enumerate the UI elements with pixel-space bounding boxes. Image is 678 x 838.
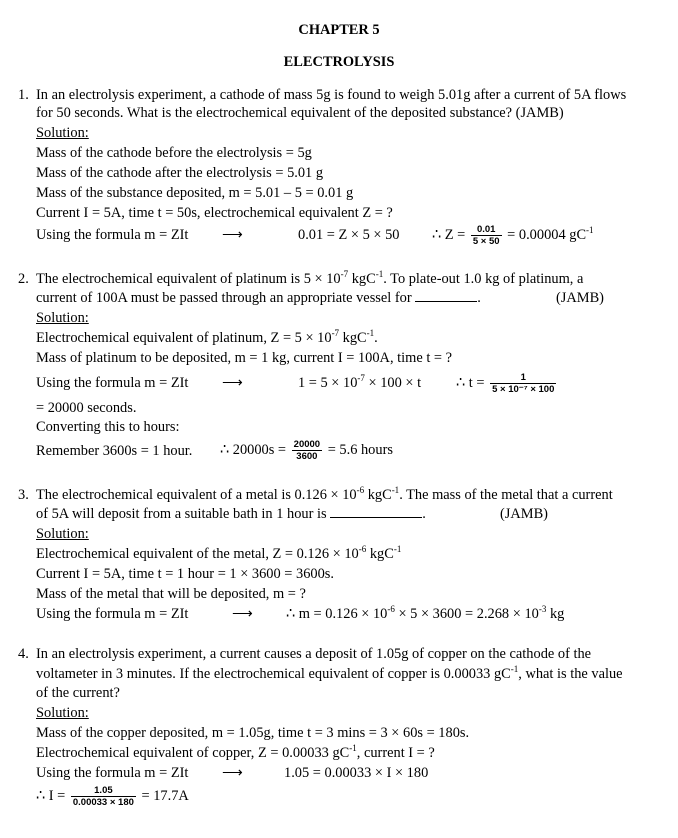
q2-conversion-numerator: 20000 xyxy=(293,439,321,451)
q3-text-line1-a: The electrochemical equivalent of a metal is 0.126 × 10 xyxy=(36,487,357,503)
q3-result-exp2: -3 xyxy=(538,604,547,614)
q3-text-line1-c: . The mass of the metal that a current xyxy=(399,487,613,503)
q1-equation: 0.01 = Z × 5 × 50 xyxy=(298,227,400,243)
q4-fraction-denominator: 0.00033 × 180 xyxy=(72,797,134,809)
q1-text-line2: for 50 seconds. What is the electrochemical equivalent of the deposited substance? (JAMB) xyxy=(36,105,564,121)
q1-result xyxy=(432,220,594,250)
q3-solution-heading: Solution: xyxy=(36,526,89,542)
q1-arrow-icon: ⟶ xyxy=(222,227,243,243)
q2-result xyxy=(456,368,558,398)
q2-answer-blank xyxy=(415,289,477,302)
q3-source: (JAMB) xyxy=(500,506,548,522)
q3-number: 3. xyxy=(18,487,29,503)
q4-text-line2 xyxy=(36,665,623,683)
q3-step1 xyxy=(36,545,401,563)
q3-text-line2-end: . xyxy=(422,506,426,522)
q2-text-line1 xyxy=(36,270,583,288)
q2-fraction xyxy=(490,372,556,395)
q2-formula: Using the formula m = ZIt xyxy=(36,375,189,391)
q3-text-line1 xyxy=(36,486,613,504)
q3-text-line2-a: of 5A will deposit from a suitable bath in 1 hour is xyxy=(36,506,327,522)
q4-text-exp: -1 xyxy=(510,664,519,674)
q2-equation-b: × 100 × t xyxy=(364,375,422,391)
q2-step3: = 20000 seconds. xyxy=(36,400,137,416)
q4-fraction xyxy=(71,785,136,808)
q4-step2-a: Electrochemical equivalent of copper, Z = 0.00033 gC xyxy=(36,745,350,761)
q1-step4: Current I = 5A, time t = 50s, electrochemical equivalent Z = ? xyxy=(36,205,393,221)
q2-fraction-numerator: 1 xyxy=(490,372,556,384)
q3-text-exp2: -1 xyxy=(391,485,400,495)
q4-result-prefix: ∴ I = xyxy=(36,788,66,804)
q3-result xyxy=(286,605,564,623)
q3-result-a: ∴ m = 0.126 × 10 xyxy=(286,606,388,622)
q2-step1-c: . xyxy=(374,330,378,346)
q3-answer-blank xyxy=(330,505,422,518)
q4-fraction-numerator: 1.05 xyxy=(71,785,136,797)
q2-step1-exp2: -1 xyxy=(366,328,375,338)
q2-fraction-denominator: 5 × 10⁻⁷ × 100 xyxy=(492,384,555,396)
q2-equation xyxy=(298,374,421,392)
q2-source: (JAMB) xyxy=(556,290,604,306)
q3-formula: Using the formula m = ZIt xyxy=(36,606,189,622)
chapter-title: ELECTROLYSIS xyxy=(283,54,395,70)
q3-step1-exp2: -1 xyxy=(393,544,402,554)
q4-number: 4. xyxy=(18,646,29,662)
q2-step1-exp1: -7 xyxy=(331,328,340,338)
q3-arrow-icon: ⟶ xyxy=(232,606,253,622)
q2-text-line1-a: The electrochemical equivalent of platinum is 5 × 10 xyxy=(36,271,341,287)
q2-arrow-icon: ⟶ xyxy=(222,375,243,391)
q3-result-b: × 5 × 3600 = 2.268 × 10 xyxy=(394,606,539,622)
q1-result-exponent: -1 xyxy=(586,225,594,235)
q3-text-exp1: -6 xyxy=(356,485,365,495)
q2-equation-exp: -7 xyxy=(357,373,365,383)
q1-step1: Mass of the cathode before the electrolysis = 5g xyxy=(36,145,312,161)
q2-conversion-result: = 5.6 hours xyxy=(327,442,393,458)
q2-step2: Mass of platinum to be deposited, m = 1 kg, current I = 100A, time t = ? xyxy=(36,350,453,366)
q4-result xyxy=(36,780,189,812)
q3-result-c: kg xyxy=(546,606,565,622)
q2-equation-a: 1 = 5 × 10 xyxy=(298,375,358,391)
q1-fraction xyxy=(471,224,502,247)
q4-text-line2-b: , what is the value xyxy=(518,666,623,682)
q2-conversion-fraction xyxy=(292,439,322,462)
q1-step2: Mass of the cathode after the electrolysis = 5.01 g xyxy=(36,165,324,181)
q3-text-line2 xyxy=(36,505,426,523)
q3-step3: Mass of the metal that will be deposited, m = ? xyxy=(36,586,306,602)
q2-text-line1-b: kgC xyxy=(348,271,376,287)
q2-text-exp2: -1 xyxy=(375,269,384,279)
q1-result-value: = 0.00004 gC xyxy=(507,227,587,243)
q2-solution-heading: Solution: xyxy=(36,310,89,326)
q3-step1-exp1: -6 xyxy=(358,544,367,554)
q2-conversion xyxy=(220,434,393,466)
q4-step1: Mass of the copper deposited, m = 1.05g, time t = 3 mins = 3 × 60s = 180s. xyxy=(36,725,470,741)
q4-text-line2-a: voltameter in 3 minutes. If the electrochemical equivalent of copper is 0.00033 gC xyxy=(36,666,511,682)
q2-step5: Remember 3600s = 1 hour. xyxy=(36,443,193,459)
q1-fraction-denominator: 5 × 50 xyxy=(472,236,500,248)
q3-step2: Current I = 5A, time t = 1 hour = 1 × 3600 = 3600s. xyxy=(36,566,334,582)
q3-result-exp1: -6 xyxy=(387,604,395,614)
q1-text-line1: In an electrolysis experiment, a cathode of mass 5g is found to weigh 5.01g after a current of 5A flows xyxy=(36,87,627,103)
q2-text-line2-end: . xyxy=(477,290,481,306)
q3-text-line1-b: kgC xyxy=(364,487,392,503)
q1-result-prefix: ∴ Z = xyxy=(432,227,466,243)
q1-step3: Mass of the substance deposited, m = 5.01 – 5 = 0.01 g xyxy=(36,185,354,201)
q1-fraction-numerator: 0.01 xyxy=(471,224,502,236)
q2-text-exp1: -7 xyxy=(340,269,349,279)
q2-step1-a: Electrochemical equivalent of platinum, Z = 5 × 10 xyxy=(36,330,332,346)
q4-step2 xyxy=(36,744,435,762)
q2-text-line2-a: current of 100A must be passed through an appropriate vessel for xyxy=(36,290,412,306)
q1-formula: Using the formula m = ZIt xyxy=(36,227,189,243)
q4-solution-heading: Solution: xyxy=(36,705,89,721)
q2-conversion-denominator: 3600 xyxy=(296,451,318,463)
q4-step2-exp: -1 xyxy=(349,743,357,753)
q2-text-line2 xyxy=(36,289,481,307)
chapter-label: CHAPTER 5 xyxy=(298,22,380,38)
q4-formula: Using the formula m = ZIt xyxy=(36,765,189,781)
q2-conversion-prefix: ∴ 20000s = xyxy=(220,442,287,458)
q2-number: 2. xyxy=(18,271,29,287)
q2-step4: Converting this to hours: xyxy=(36,419,180,435)
q4-text-line1: In an electrolysis experiment, a current causes a deposit of 1.05g of copper on the cathode of the xyxy=(36,646,592,662)
q1-solution-heading: Solution: xyxy=(36,125,89,141)
q1-number: 1. xyxy=(18,87,29,103)
q2-step1 xyxy=(36,329,378,347)
q3-step1-a: Electrochemical equivalent of the metal, Z = 0.126 × 10 xyxy=(36,546,359,562)
q4-arrow-icon: ⟶ xyxy=(222,765,243,781)
q2-step1-b: kgC xyxy=(339,330,367,346)
q3-step1-b: kgC xyxy=(366,546,394,562)
q4-equation: 1.05 = 0.00033 × I × 180 xyxy=(284,765,429,781)
q4-text-line3: of the current? xyxy=(36,685,120,701)
q2-result-prefix: ∴ t = xyxy=(456,375,485,391)
q2-text-line1-c: . To plate-out 1.0 kg of platinum, a xyxy=(383,271,584,287)
q4-result-value: = 17.7A xyxy=(141,788,189,804)
q4-step2-b: , current I = ? xyxy=(356,745,435,761)
